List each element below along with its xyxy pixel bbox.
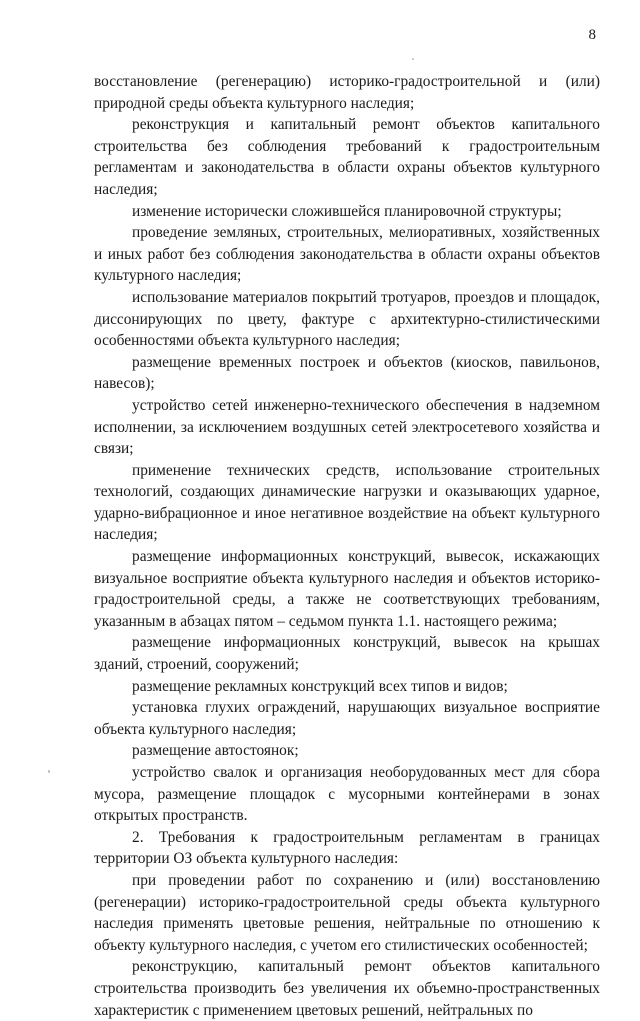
paragraph: размещение автостоянок; bbox=[132, 742, 299, 760]
section-heading: 2. Требования к градостроительным регламентам в границах территории ОЗ объекта культурного наследия: bbox=[94, 828, 600, 868]
scan-speck bbox=[48, 770, 50, 773]
paragraph: размещение временных построек и объектов (киосков, павильонов, навесов); bbox=[94, 353, 600, 393]
paragraph: размещение рекламных конструкций всех типов и видов; bbox=[132, 677, 508, 695]
scan-speck bbox=[412, 58, 414, 60]
paragraph: реконструкцию, капитальный ремонт объектов капитального строительства производить без увеличения их объемно-пространственных характеристик с применением цветовых решений, нейтральных по bbox=[94, 958, 600, 1019]
paragraph: при проведении работ по сохранению и (или) восстановлению (регенерации) историко-градостроительной среды объекта культурного наследия применять цветовые решения, нейтральные по отношению к объекту культурного наследия, с учетом его стилистических особенностей; bbox=[94, 871, 600, 954]
paragraph: устройство сетей инженерно-технического обеспечения в надземном исполнении, за исключением воздушных сетей электросетевого хозяйства и связи; bbox=[94, 396, 600, 458]
paragraph: проведение земляных, строительных, мелиоративных, хозяйственных и иных работ без соблюдения законодательства в области охраны объектов культурного наследия; bbox=[94, 224, 600, 285]
paragraph: применение технических средств, использование строительных технологий, создающих динамические нагрузки и оказывающих ударное, ударно-вибрационное и иное негативное воздействие на объект культурного наследия; bbox=[94, 461, 600, 544]
paragraph: изменение исторически сложившейся планировочной структуры; bbox=[132, 202, 562, 220]
paragraph: размещение информационных конструкций, вывесок, искажающих визуальное восприятие объекта культурного наследия и объектов историко-градостроительной среды, а также не соответствующих требованиям, указанным в абзацах пятом – седьмом пункта 1.1. настоящего режима; bbox=[94, 548, 600, 630]
paragraph: реконструкция и капитальный ремонт объектов капитального строительства без соблюдения требований к градостроительным регламентам и законодательства в области охраны объектов культурного наследия; bbox=[94, 116, 600, 198]
paragraph: использование материалов покрытий тротуаров, проездов и площадок, диссонирующих по цвету, фактуре с архитектурно-стилистическими особенностями объекта культурного наследия; bbox=[94, 288, 600, 350]
paragraph: восстановление (регенерацию) историко-градостроительной и (или) природной среды объекта культурного наследия; bbox=[94, 73, 600, 112]
paragraph: размещение информационных конструкций, вывесок на крышах зданий, строений, сооружений; bbox=[94, 634, 600, 674]
document-body bbox=[94, 71, 600, 1021]
paragraph: устройство свалок и организация необорудованных мест для сбора мусора, размещение площадок с мусорными контейнерами в зонах открытых пространств. bbox=[94, 764, 600, 825]
page-number: 8 bbox=[588, 27, 596, 43]
paragraph: установка глухих ограждений, нарушающих визуальное восприятие объекта культурного наследия; bbox=[94, 699, 600, 738]
